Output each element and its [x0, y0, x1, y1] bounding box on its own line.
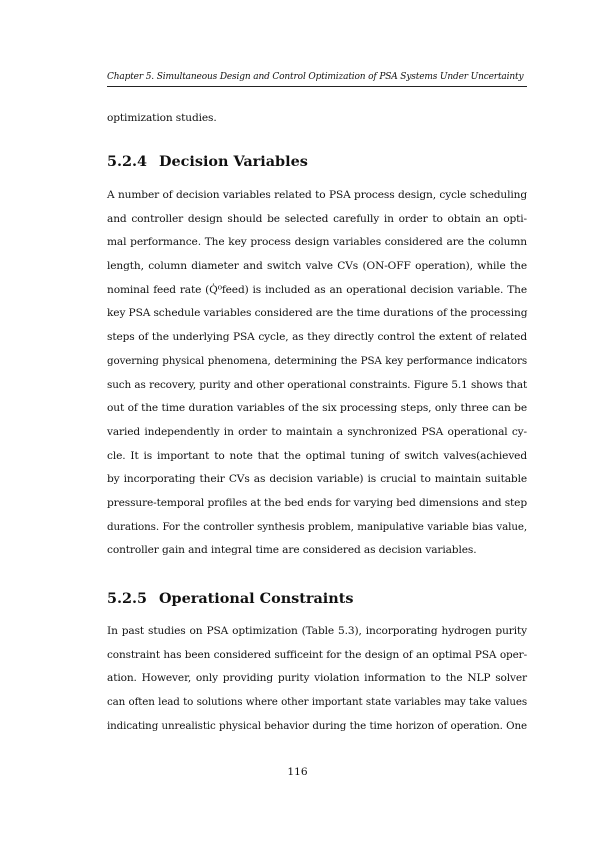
- operational-constraints-paragraph: [107, 620, 527, 738]
- paragraph-line: such as recovery, purity and other operational constraints. Figure 5.1 shows that: [107, 378, 527, 391]
- paragraph-line: durations. For the controller synthesis problem, manipulative variable bias value,: [107, 520, 527, 533]
- section-number: 5.2.4: [107, 153, 148, 170]
- paragraph-line: pressure-temporal profiles at the bed ends for varying bed dimensions and step: [107, 496, 527, 509]
- paragraph-line: key PSA schedule variables considered are the time durations of the processing: [107, 307, 528, 320]
- paragraph-line: steps of the underlying PSA cycle, as they directly control the extent of related: [107, 331, 527, 344]
- paragraph-line: cle. It is important to note that the optimal tuning of switch valves(achieved: [107, 449, 527, 462]
- paragraph-line: can often lead to solutions where other important state variables may take values: [107, 696, 527, 709]
- section-title: Decision Variables: [159, 153, 308, 170]
- paragraph-line: controller gain and integral time are considered as decision variables.: [107, 544, 477, 557]
- paragraph-line: A number of decision variables related to PSA process design, cycle scheduling: [107, 189, 527, 201]
- intro-paragraph: [107, 107, 527, 131]
- paragraph-line: indicating unrealistic physical behavior during the time horizon of operation. One: [107, 719, 527, 732]
- paragraph-line: length, column diameter and switch valve CVs (ON-OFF operation), while the: [107, 260, 527, 273]
- paragraph-line: nominal feed rate (Q̇⁰feed) is included as an operational decision variable. The: [107, 283, 527, 296]
- paragraph-line: and controller design should be selected carefully in order to obtain an opti-: [107, 212, 527, 225]
- paragraph-line: out of the time duration variables of the six processing steps, only three can be: [107, 402, 527, 415]
- section-number: 5.2.5: [107, 590, 148, 607]
- paragraph-line: mal performance. The key process design variables considered are the column: [107, 236, 527, 249]
- paragraph-line: by incorporating their CVs as decision variable) is crucial to maintain suitable: [107, 473, 527, 486]
- paragraph-line: optimization studies.: [107, 112, 217, 124]
- running-head: Chapter 5. Simultaneous Design and Control Optimization of PSA Systems Under Uncertainty: [107, 72, 524, 82]
- paragraph-line: varied independently in order to maintain a synchronized PSA operational cy-: [107, 425, 527, 438]
- section-heading-operational-constraints: [107, 590, 353, 608]
- section-title: Operational Constraints: [159, 590, 354, 607]
- page-number: 116: [287, 766, 308, 778]
- paragraph-line: In past studies on PSA optimization (Table 5.3), incorporating hydrogen purity: [107, 625, 527, 637]
- header-rule: [107, 86, 527, 87]
- paragraph-line: constraint has been considered sufficeint for the design of an optimal PSA oper-: [107, 648, 527, 661]
- paragraph-line: governing physical phenomena, determining the PSA key performance indicators: [107, 354, 527, 367]
- decision-variables-paragraph: [107, 184, 527, 563]
- section-heading-decision-variables: [107, 153, 308, 171]
- paragraph-line: ation. However, only providing purity violation information to the NLP solver: [107, 672, 527, 685]
